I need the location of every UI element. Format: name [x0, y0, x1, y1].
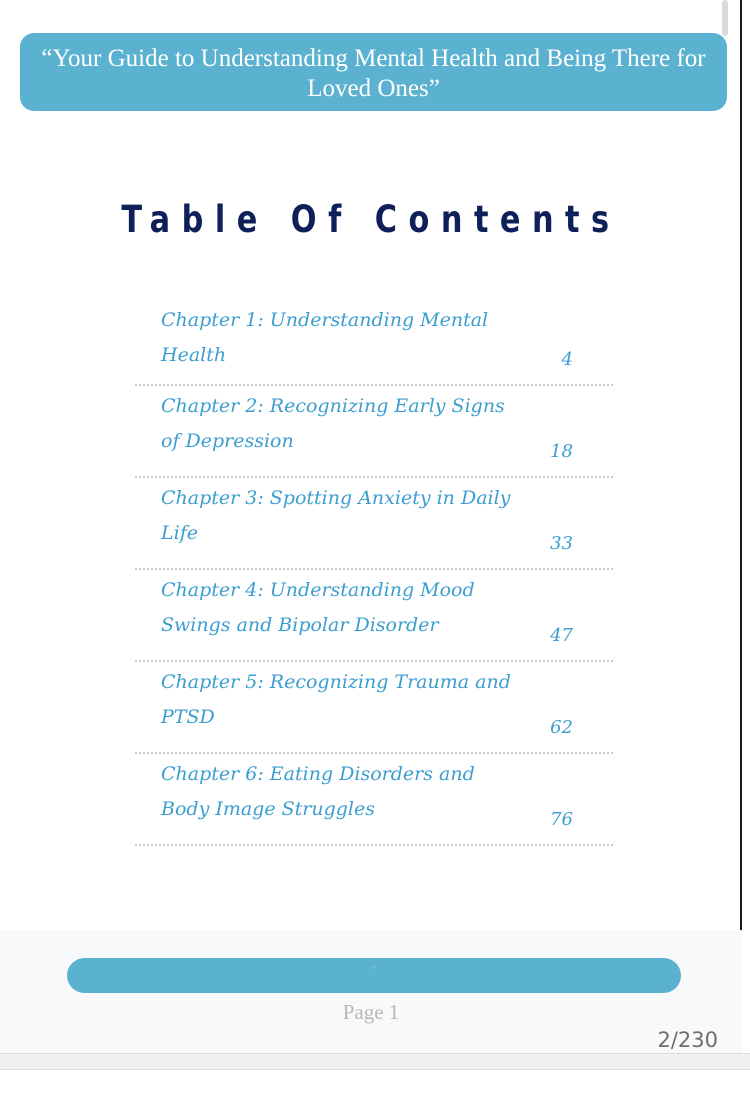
scrollbar-thumb[interactable]	[722, 0, 728, 36]
toc-heading: Table Of Contents	[121, 198, 621, 241]
viewer-bottom-strip	[0, 1053, 750, 1070]
title-banner	[20, 33, 727, 111]
banner-text: “Your Guide to Understanding Mental Health and Being There for Loved Ones”	[41, 45, 706, 102]
toc-entry-page: 4	[561, 349, 573, 370]
footer-bar	[67, 958, 681, 993]
toc-entry[interactable]	[135, 570, 613, 662]
toc-entry-title: Chapter 3: Spotting Anxiety in Daily Life	[161, 487, 511, 544]
toc-entry-title: Chapter 1: Understanding Mental Health	[161, 309, 489, 366]
toc-entry-title: Chapter 6: Eating Disorders and Body Image Struggles	[161, 763, 475, 820]
toc-entry-title: Chapter 2: Recognizing Early Signs of Depression	[161, 395, 505, 452]
page-counter: 2/230	[657, 1028, 718, 1052]
footer-page-label: Page 1	[342, 1000, 400, 1024]
toc-entry[interactable]	[135, 754, 613, 846]
toc-entry-page: 62	[550, 717, 573, 738]
toc-entry-page: 76	[550, 809, 573, 830]
footer-quote-mark: “	[371, 964, 377, 976]
toc-entry-title: Chapter 4: Understanding Mood Swings and Bipolar Disorder	[161, 579, 475, 636]
toc-entry[interactable]	[135, 478, 613, 570]
toc-entry[interactable]	[135, 662, 613, 754]
page-footer	[0, 930, 742, 1060]
toc-entry[interactable]	[135, 300, 613, 386]
toc-entry-page: 33	[550, 533, 573, 554]
toc-entry-title: Chapter 5: Recognizing Trauma and PTSD	[161, 671, 511, 728]
toc-entry-page: 18	[550, 441, 573, 462]
toc-entry[interactable]	[135, 386, 613, 478]
toc-entry-page: 47	[550, 625, 573, 646]
toc-list	[135, 300, 613, 846]
